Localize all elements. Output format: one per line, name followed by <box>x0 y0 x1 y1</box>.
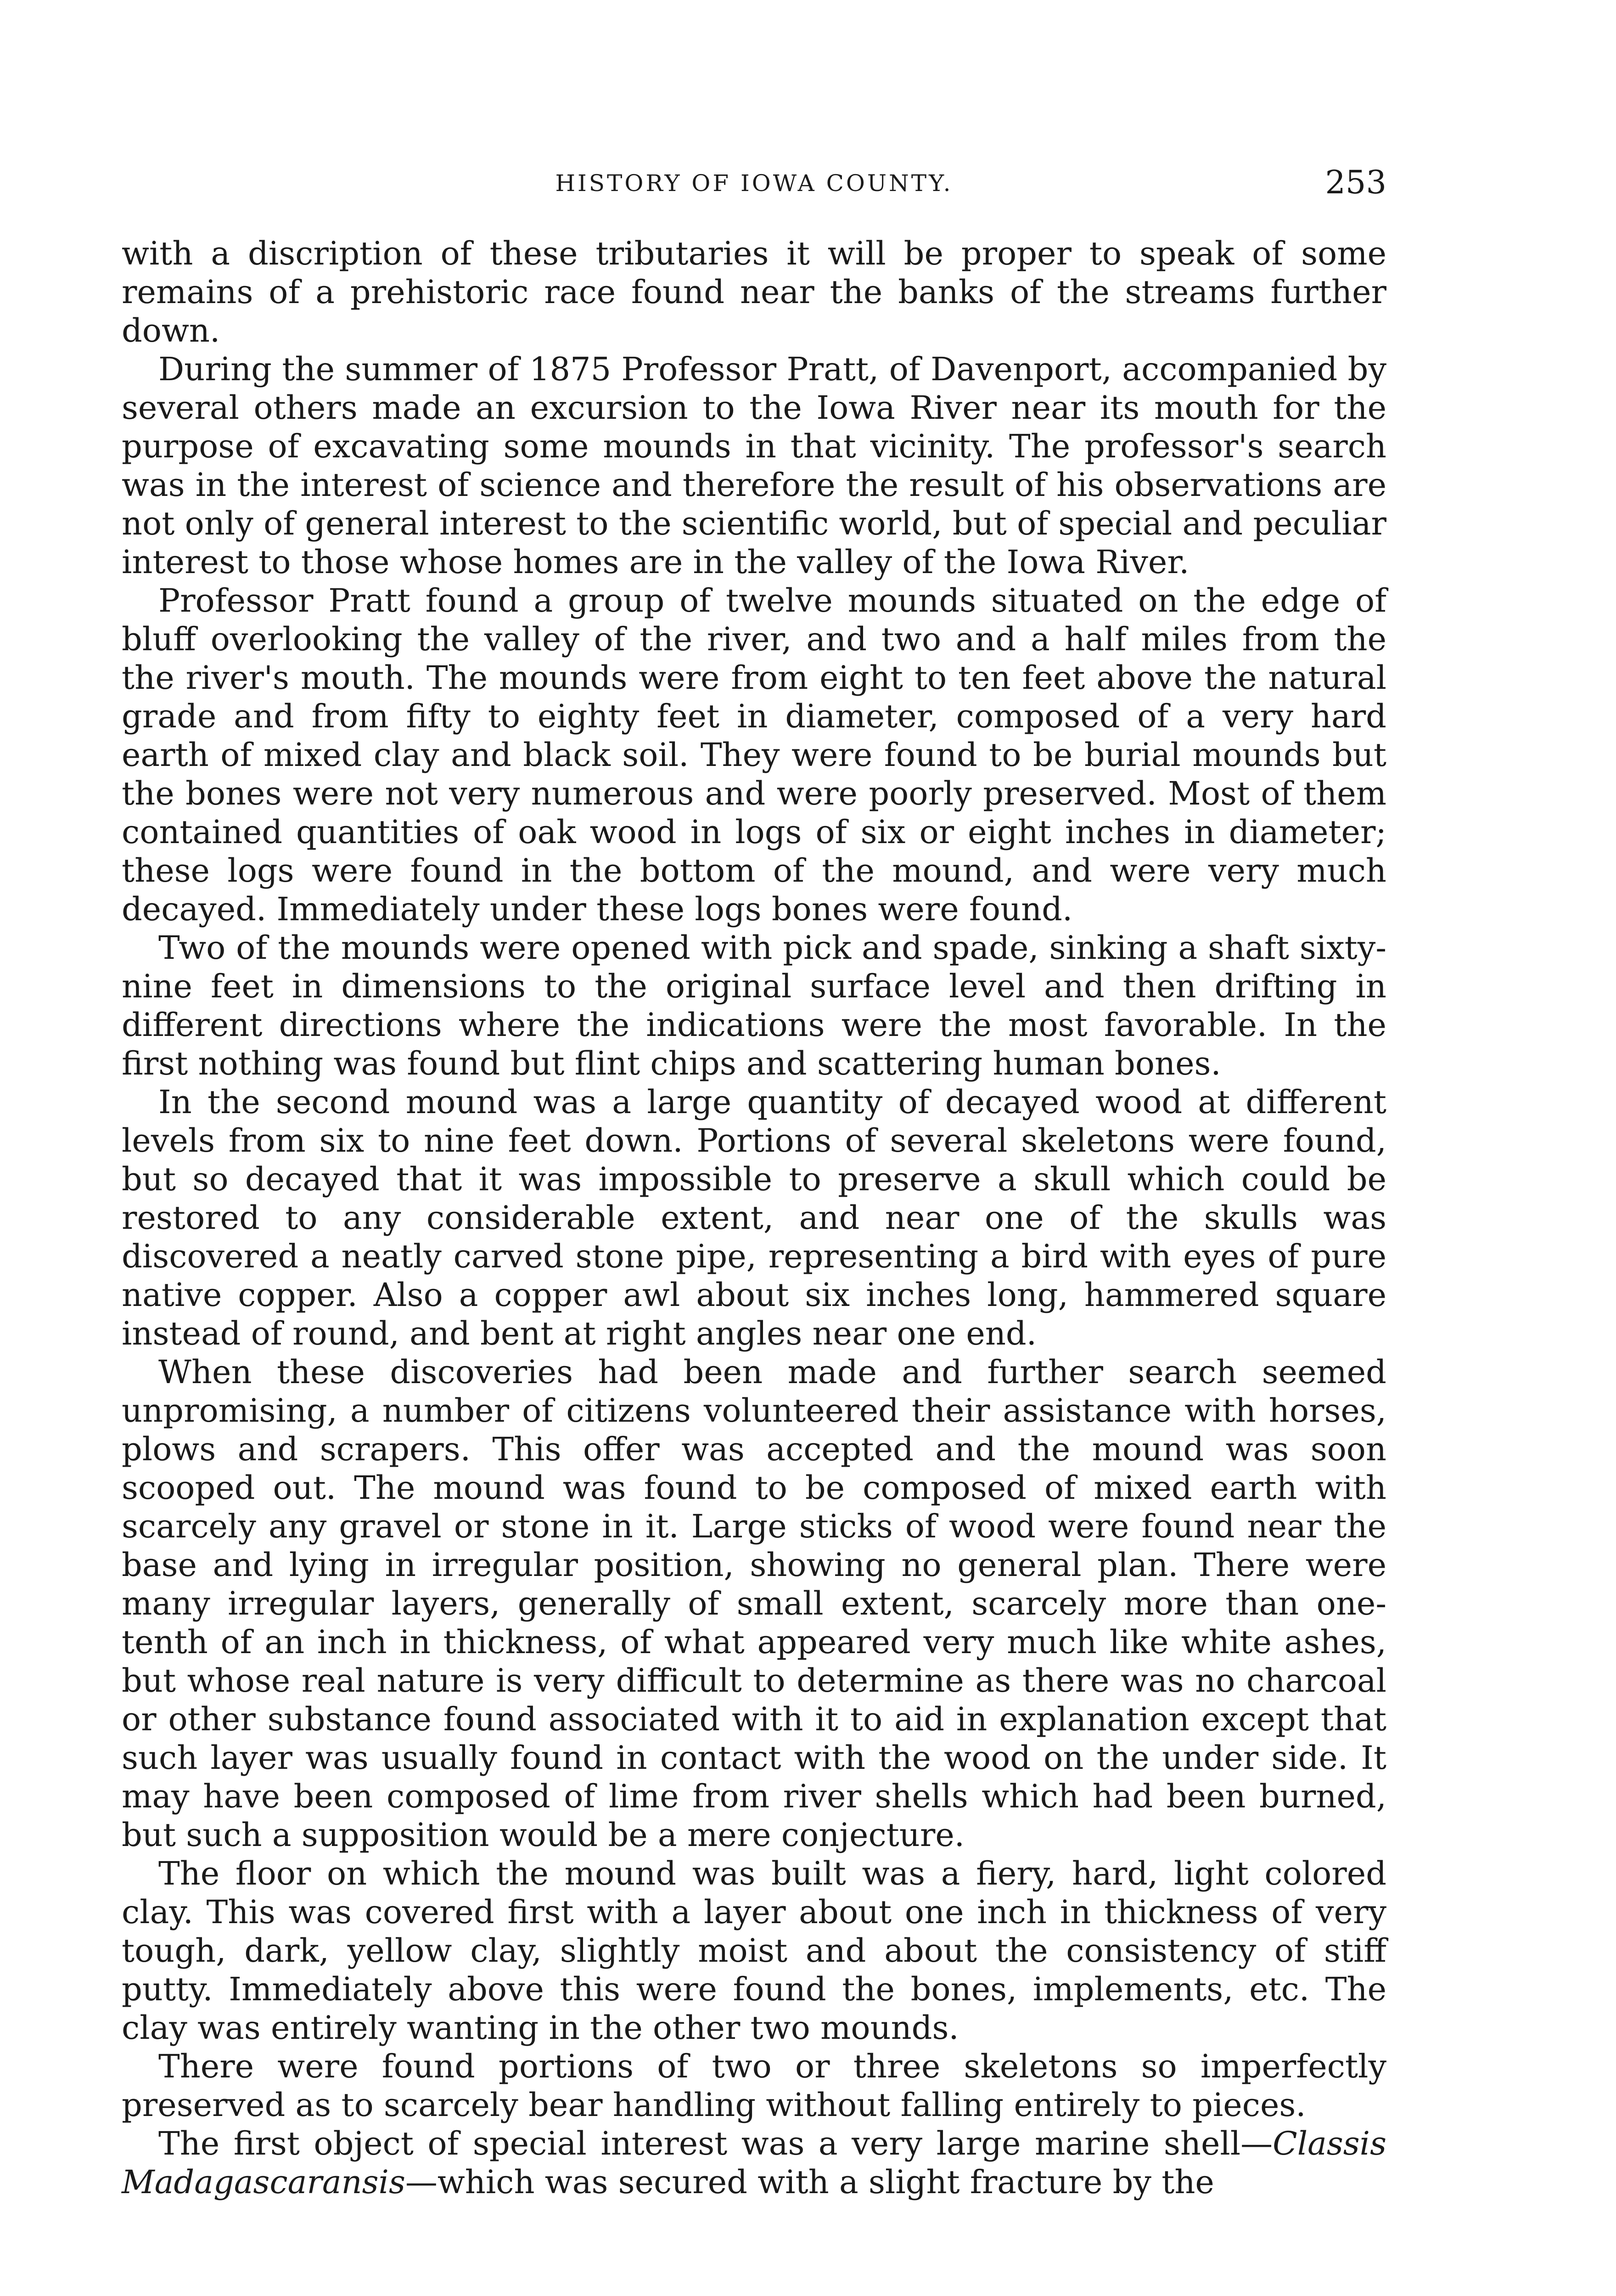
text-after-species: —which was secured with a slight fracture by the <box>405 2163 1214 2201</box>
species-name: Classis Madagascaransis <box>122 2125 1386 2201</box>
paragraph: Professor Pratt found a group of twelve mounds situated on the edge of bluff overlooking the valley of the river, and two and a half miles from the the river's mouth. The mounds were from eight to ten feet above the natural grade and from fifty to eighty feet in diameter, composed of a very hard earth of mixed clay and black soil. They were found to be burial mounds but the bones were not very numerous and were poorly preserved. Most of them contained quantities of oak wood in logs of six or eight inches in diameter; these logs were found in the bottom of the mound, and were very much decayed. Immediately under these logs bones were found. <box>122 582 1386 928</box>
paragraph-final <box>122 2124 1386 2201</box>
page-header <box>122 163 1386 211</box>
paragraph-continued: with a discription of these tributaries it will be proper to speak of some remains of a prehistoric race found near the banks of the streams further down. <box>122 235 1386 349</box>
paragraph: There were found portions of two or three skeletons so imperfectly preserved as to scarcely bear handling without falling entirely to pieces. <box>122 2048 1386 2124</box>
body-text <box>122 234 1386 2201</box>
paragraph: Two of the mounds were opened with pick and spade, sinking a shaft sixty-nine feet in dimensions to the original surface level and then drifting in different directions where the indications were the most favorable. In the first nothing was found but flint chips and scattering human bones. <box>122 929 1386 1082</box>
running-title: HISTORY OF IOWA COUNTY. <box>555 170 953 197</box>
paragraph: The floor on which the mound was built was a fiery, hard, light colored clay. This was covered first with a layer about one inch in thickness of very tough, dark, yellow clay, slightly moist and about the consistency of stiff putty. Immediately above this were found the bones, implements, etc. The clay was entirely wanting in the other two mounds. <box>122 1855 1386 2047</box>
paragraph: In the second mound was a large quantity of decayed wood at different levels from six to nine feet down. Portions of several skeletons were found, but so decayed that it was impossible to preserve a skull which could be restored to any considerable extent, and near one of the skulls was discovered a neatly carved stone pipe, representing a bird with eyes of pure native copper. Also a copper awl about six inches long, hammered square instead of round, and bent at right angles near one end. <box>122 1083 1386 1352</box>
text-before-species: The first object of special interest was a very large marine shell— <box>158 2125 1273 2162</box>
paragraph: When these discoveries had been made and further search seemed unpromising, a number of citizens volunteered their assistance with horses, plows and scrapers. This offer was accepted and the mound was soon scooped out. The mound was found to be composed of mixed earth with scarcely any gravel or stone in it. Large sticks of wood were found near the base and lying in irregular position, showing no general plan. There were many irregular layers, generally of small extent, scarcely more than one-tenth of an inch in thickness, of what appeared very much like white ashes, but whose real nature is very difficult to determine as there was no charcoal or other substance found associated with it to aid in explanation except that such layer was usually found in contact with the wood on the under side. It may have been composed of lime from river shells which had been burned, but such a supposition would be a mere conjecture. <box>122 1353 1386 1854</box>
paragraph: During the summer of 1875 Professor Pratt, of Davenport, accompanied by several others made an excursion to the Iowa River near its mouth for the purpose of excavating some mounds in that vicinity. The professor's search was in the interest of science and therefore the result of his observations are not only of general interest to the scientific world, but of special and peculiar interest to those whose homes are in the valley of the Iowa River. <box>122 350 1386 581</box>
page-number: 253 <box>1325 163 1386 201</box>
